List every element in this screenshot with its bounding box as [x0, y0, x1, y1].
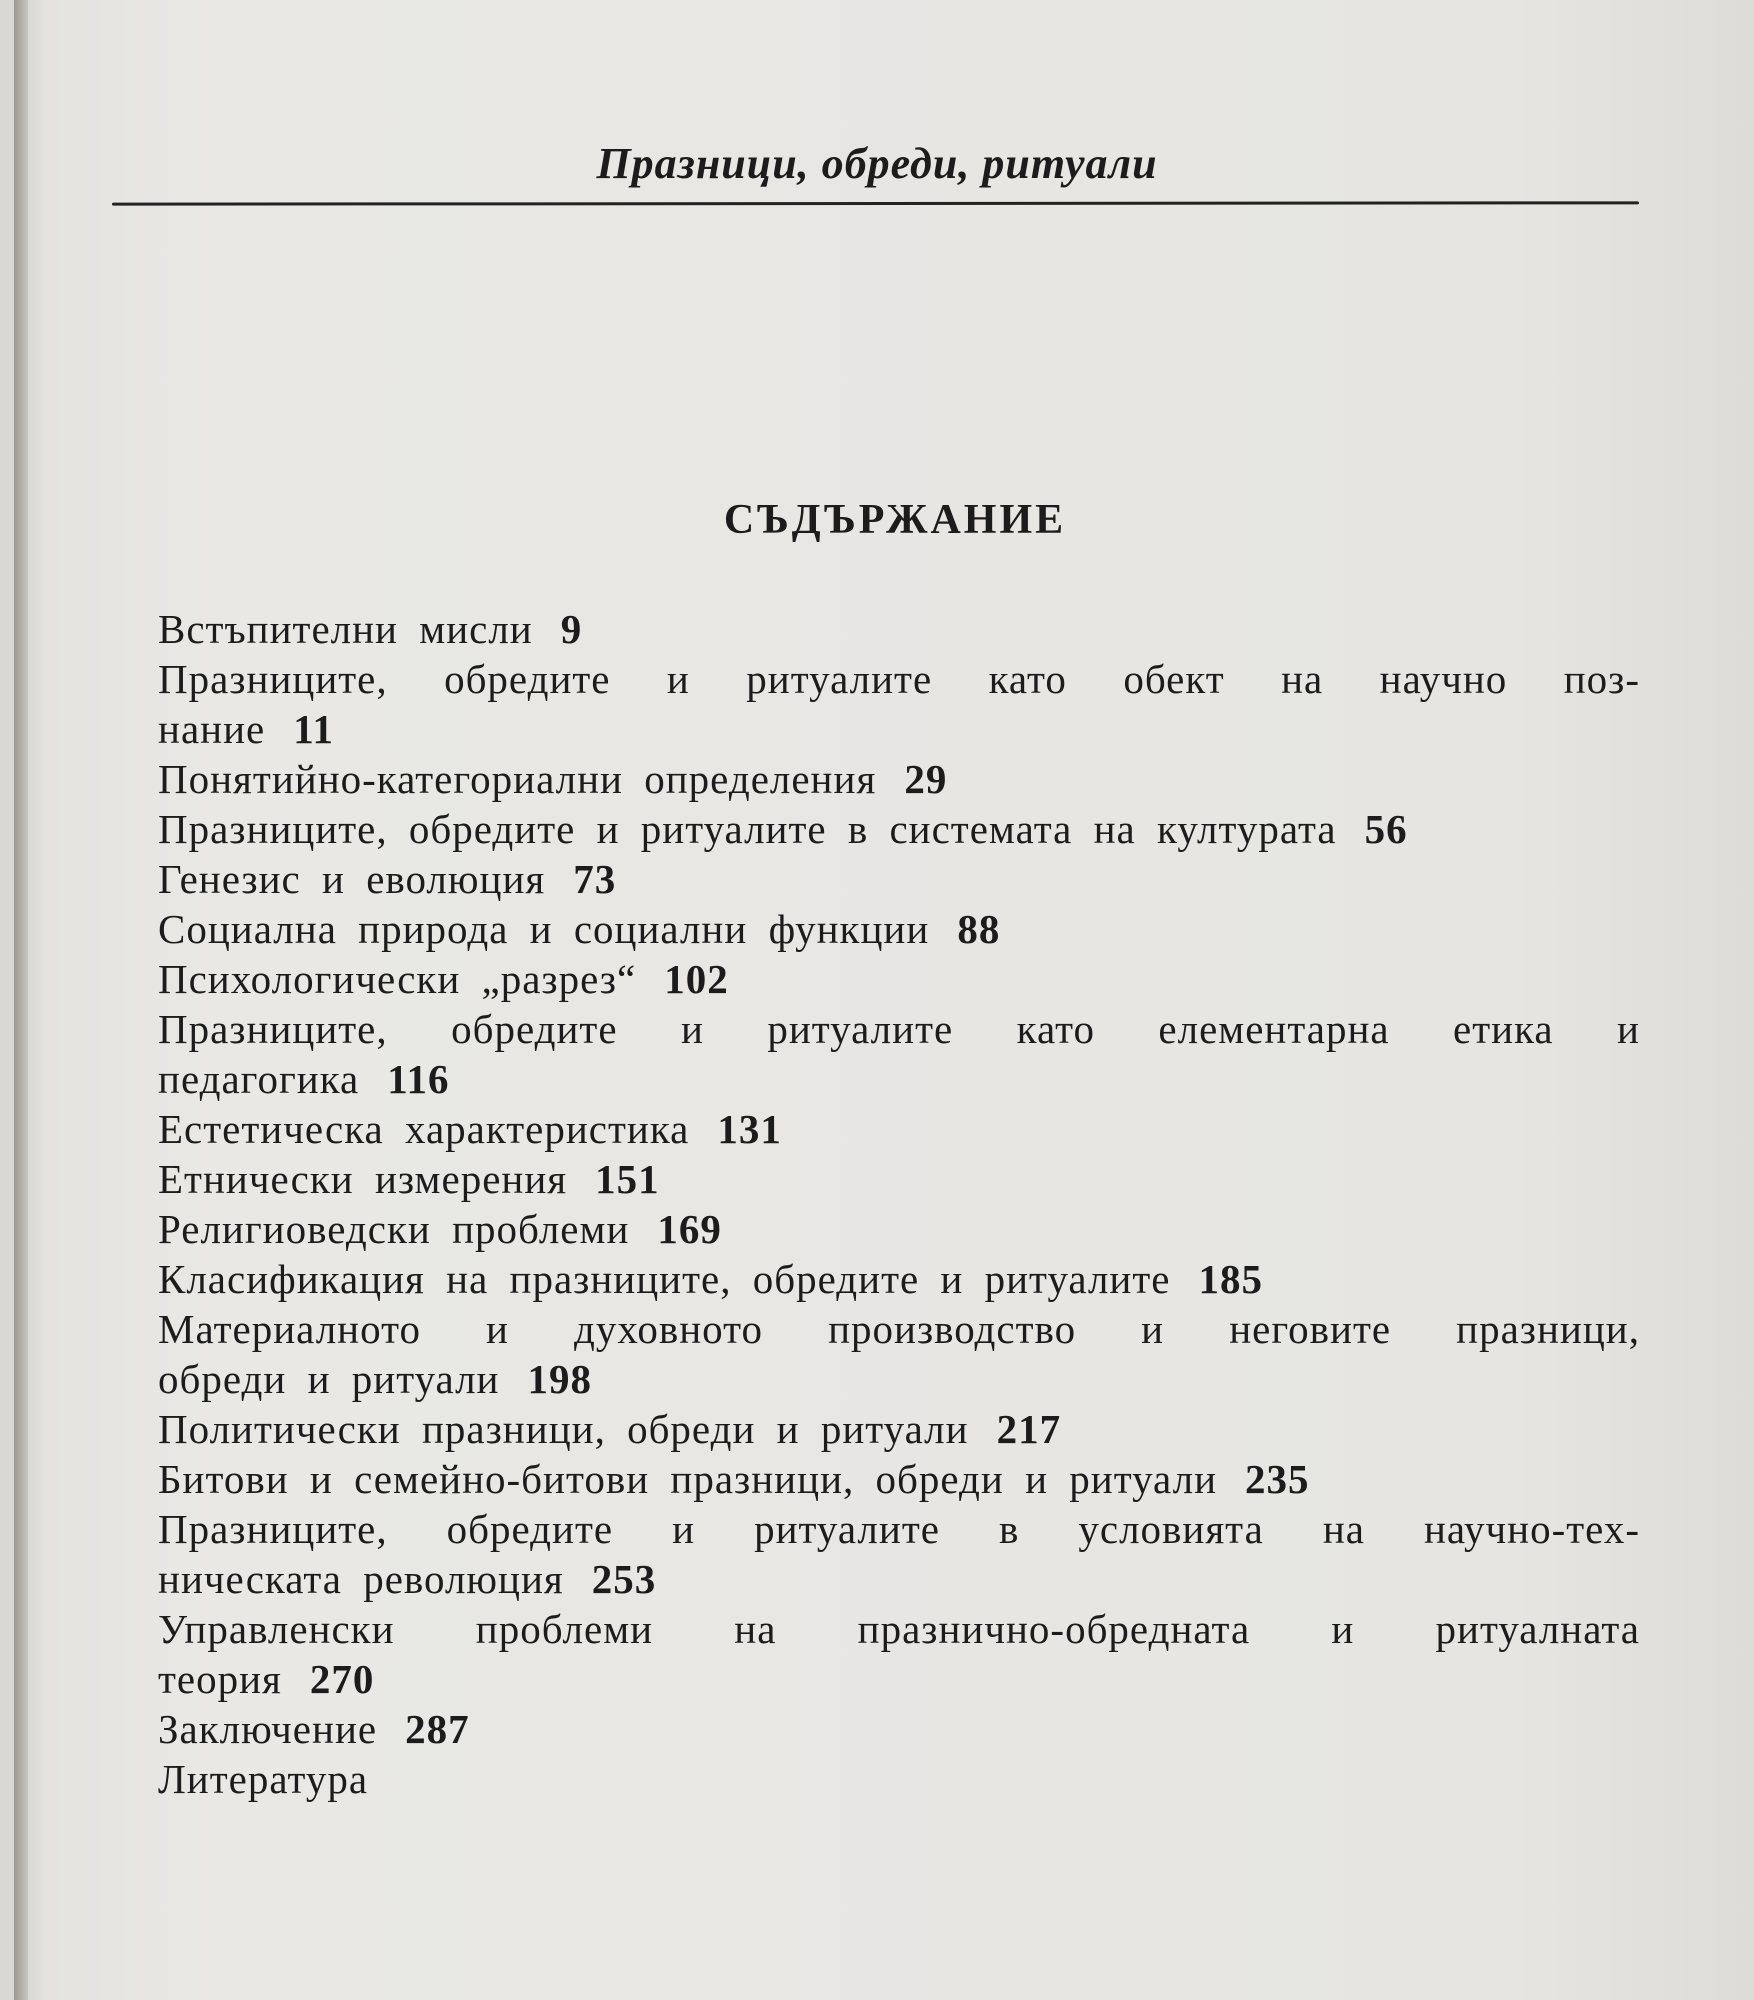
toc-entry	[158, 1254, 1640, 1304]
toc-entry-page: 287	[405, 1706, 470, 1752]
toc-entry-title: ническата революция	[158, 1556, 564, 1602]
toc-entry-title: Понятийно-категориални определения	[158, 756, 877, 802]
toc-entry-title: Управленски проблеми на празнично-обредната и ритуалната	[158, 1606, 1640, 1652]
toc-entry-page: 185	[1198, 1256, 1263, 1302]
toc-entry-page: 198	[527, 1356, 592, 1402]
toc-entry-page: 131	[717, 1106, 782, 1152]
toc-entry-line	[158, 904, 1640, 954]
toc-entry-line	[158, 704, 1640, 754]
toc-entry	[158, 604, 1640, 654]
toc-entry-title: Етнически измерения	[158, 1156, 568, 1202]
toc-entry-title: Литература	[158, 1756, 369, 1802]
toc-entry	[158, 1604, 1640, 1704]
toc-entry-line	[158, 1504, 1640, 1554]
toc-entry	[158, 1304, 1640, 1404]
toc-entry-title: Встъпителни мисли	[158, 606, 533, 652]
toc-entry-page: 29	[904, 756, 948, 802]
toc-entry	[158, 904, 1640, 954]
toc-entry	[158, 1754, 1640, 1804]
toc-entry-line	[158, 854, 1640, 904]
toc-entry-title: Празниците, обредите и ритуалите в системата на културата	[158, 806, 1337, 852]
toc-entry-line	[158, 654, 1640, 704]
toc-entry-line	[158, 804, 1640, 854]
toc-entry-title: Заключение	[158, 1706, 378, 1752]
toc-entry-title: Празниците, обредите и ритуалите в условията на научно-тех-	[158, 1506, 1640, 1552]
toc-entry	[158, 804, 1640, 854]
toc-entry-page: 253	[591, 1556, 657, 1602]
toc-entry-page: 88	[957, 906, 1001, 952]
toc-entry-page: 102	[664, 956, 729, 1002]
toc-entry-title: Религиоведски проблеми	[158, 1206, 630, 1252]
toc-entry-line	[158, 1354, 1640, 1404]
toc-entry-line	[158, 754, 1640, 804]
toc-entry	[158, 1104, 1640, 1154]
toc-entry-title: нание	[158, 706, 266, 752]
toc-entry	[158, 1454, 1640, 1504]
toc-entry-title: Политически празници, обреди и ритуали	[158, 1406, 969, 1452]
toc-entry-line	[158, 954, 1640, 1004]
toc-entry	[158, 654, 1640, 754]
toc-entry-title: Генезис и еволюция	[158, 856, 546, 902]
toc-entry-title: Психологически „разрез“	[158, 956, 637, 1002]
toc-entry-line	[158, 1254, 1640, 1304]
toc-entry-line	[158, 1054, 1640, 1104]
toc-entry-page: 169	[657, 1206, 722, 1252]
toc-entry	[158, 754, 1640, 804]
toc-entry-line	[158, 1754, 1640, 1804]
toc-entry-line	[158, 1554, 1640, 1604]
toc-entry-line	[158, 604, 1640, 654]
toc-entry-page: 270	[309, 1656, 375, 1702]
toc-entry-line	[158, 1304, 1640, 1354]
toc-entry-line	[158, 1654, 1640, 1704]
toc-entry	[158, 1704, 1640, 1754]
toc-entry-title: Празниците, обредите и ритуалите като елементарна етика и	[158, 1006, 1640, 1052]
toc-entry	[158, 1154, 1640, 1204]
toc-entry-line	[158, 1404, 1640, 1454]
toc-entry-title: теория	[158, 1656, 282, 1702]
table-of-contents	[158, 604, 1640, 1804]
toc-entry-page: 9	[560, 606, 583, 652]
toc-entry	[158, 1004, 1640, 1104]
toc-entry	[158, 1404, 1640, 1454]
toc-entry	[158, 954, 1640, 1004]
toc-entry-title: Естетическа характеристика	[158, 1106, 690, 1152]
page-edge	[14, 0, 28, 2000]
toc-entry-page: 11	[293, 706, 334, 752]
toc-entry	[158, 1504, 1640, 1604]
toc-entry-title: Социална природа и социални функции	[158, 906, 930, 952]
toc-title: СЪДЪРЖАНИЕ	[723, 497, 1067, 543]
toc-entry-title: Класификация на празниците, обредите и ритуалите	[158, 1256, 1171, 1302]
toc-entry-title: Празниците, обредите и ритуалите като обект на научно поз-	[158, 656, 1640, 702]
toc-entry-line	[158, 1204, 1640, 1254]
toc-entry-page: 151	[595, 1156, 660, 1202]
toc-entry-title: педагогика	[158, 1056, 360, 1102]
toc-entry-line	[158, 1104, 1640, 1154]
toc-entry-page: 217	[996, 1406, 1062, 1452]
toc-entry-page: 56	[1364, 806, 1408, 852]
toc-entry-title: Битови и семейно-битови празници, обреди и ритуали	[158, 1456, 1218, 1502]
toc-entry-line	[158, 1454, 1640, 1504]
toc-entry-line	[158, 1004, 1640, 1054]
toc-entry-line	[158, 1704, 1640, 1754]
running-head: Празници, обреди, ритуали	[596, 139, 1158, 188]
toc-entry-line	[158, 1154, 1640, 1204]
toc-entry	[158, 1204, 1640, 1254]
toc-entry-title: обреди и ритуали	[158, 1356, 500, 1402]
toc-entry-page: 73	[573, 856, 617, 902]
toc-entry-page: 235	[1245, 1456, 1310, 1502]
toc-entry-title: Материалното и духовното производство и неговите празници,	[158, 1306, 1640, 1352]
toc-entry	[158, 854, 1640, 904]
toc-entry-line	[158, 1604, 1640, 1654]
toc-entry-page: 116	[387, 1056, 450, 1102]
